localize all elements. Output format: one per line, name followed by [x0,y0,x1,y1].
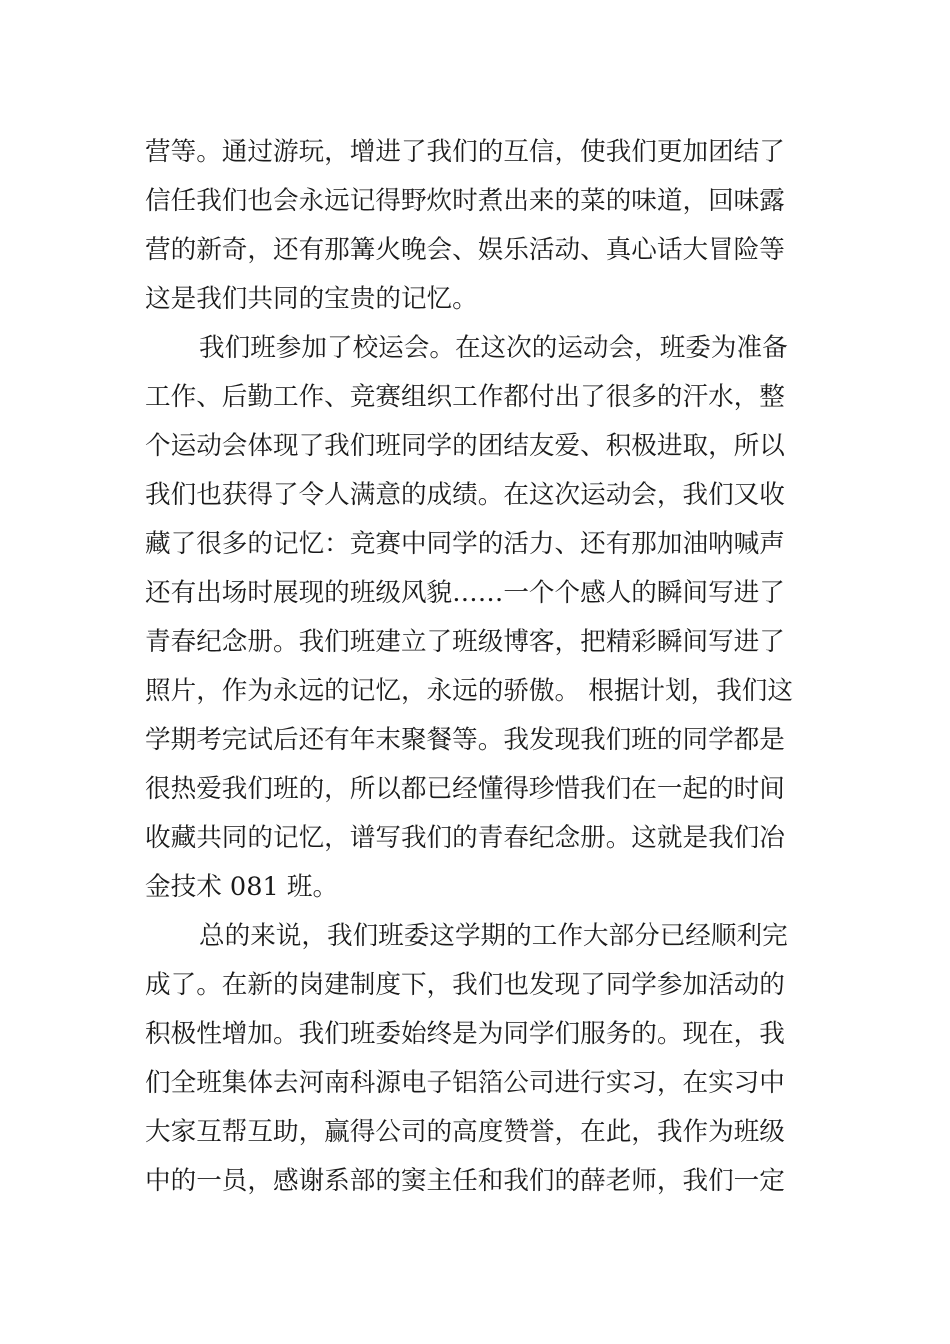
text-line: 收藏共同的记忆，谱写我们的青春纪念册。这就是我们冶 [145,823,785,853]
text-line: 营等。通过游玩，增进了我们的互信，使我们更加团结了 [145,137,785,167]
text-line: 工作、后勤工作、竞赛组织工作都付出了很多的汗水，整 [145,382,785,412]
text-line: 中的一员，感谢系部的窦主任和我们的薛老师，我们一定 [145,1166,785,1196]
text-line: 成了。在新的岗建制度下，我们也发现了同学参加活动的 [145,970,785,1000]
text-line: 营的新奇，还有那篝火晚会、娱乐活动、真心话大冒险等 [145,235,785,265]
text-line: 藏了很多的记忆：竞赛中同学的活力、还有那加油呐喊声 [145,529,785,559]
text-line: 这是我们共同的宝贵的记忆。 [145,284,478,314]
text-line: 照片，作为永远的记忆，永远的骄傲。 根据计划，我们这 [145,676,793,706]
text-line: 还有出场时展现的班级风貌……一个个感人的瞬间写进了 [145,578,785,608]
text-line: 很热爱我们班的，所以都已经懂得珍惜我们在一起的时间 [145,774,785,804]
text-line: 学期考完试后还有年末聚餐等。我发现我们班的同学都是 [145,725,785,755]
text-line: 大家互帮互助，赢得公司的高度赞誉，在此，我作为班级 [145,1117,785,1147]
paragraph-first-line: 我们班参加了校运会。在这次的运动会，班委为准备 [199,333,788,363]
text-line: 们全班集体去河南科源电子铝箔公司进行实习，在实习中 [145,1068,785,1098]
text-line: 我们也获得了令人满意的成绩。在这次运动会，我们又收 [145,480,785,510]
text-line: 信任我们也会永远记得野炊时煮出来的菜的味道，回味露 [145,186,785,216]
text-line: 积极性增加。我们班委始终是为同学们服务的。现在，我 [145,1019,785,1049]
text-line: 青春纪念册。我们班建立了班级博客，把精彩瞬间写进了 [145,627,785,657]
body-text [145,128,815,1206]
paragraph-first-line: 总的来说，我们班委这学期的工作大部分已经顺利完 [199,921,788,951]
text-line: 个运动会体现了我们班同学的团结友爱、积极进取，所以 [145,431,785,461]
text-line: 金技术 081 班。 [145,872,339,902]
